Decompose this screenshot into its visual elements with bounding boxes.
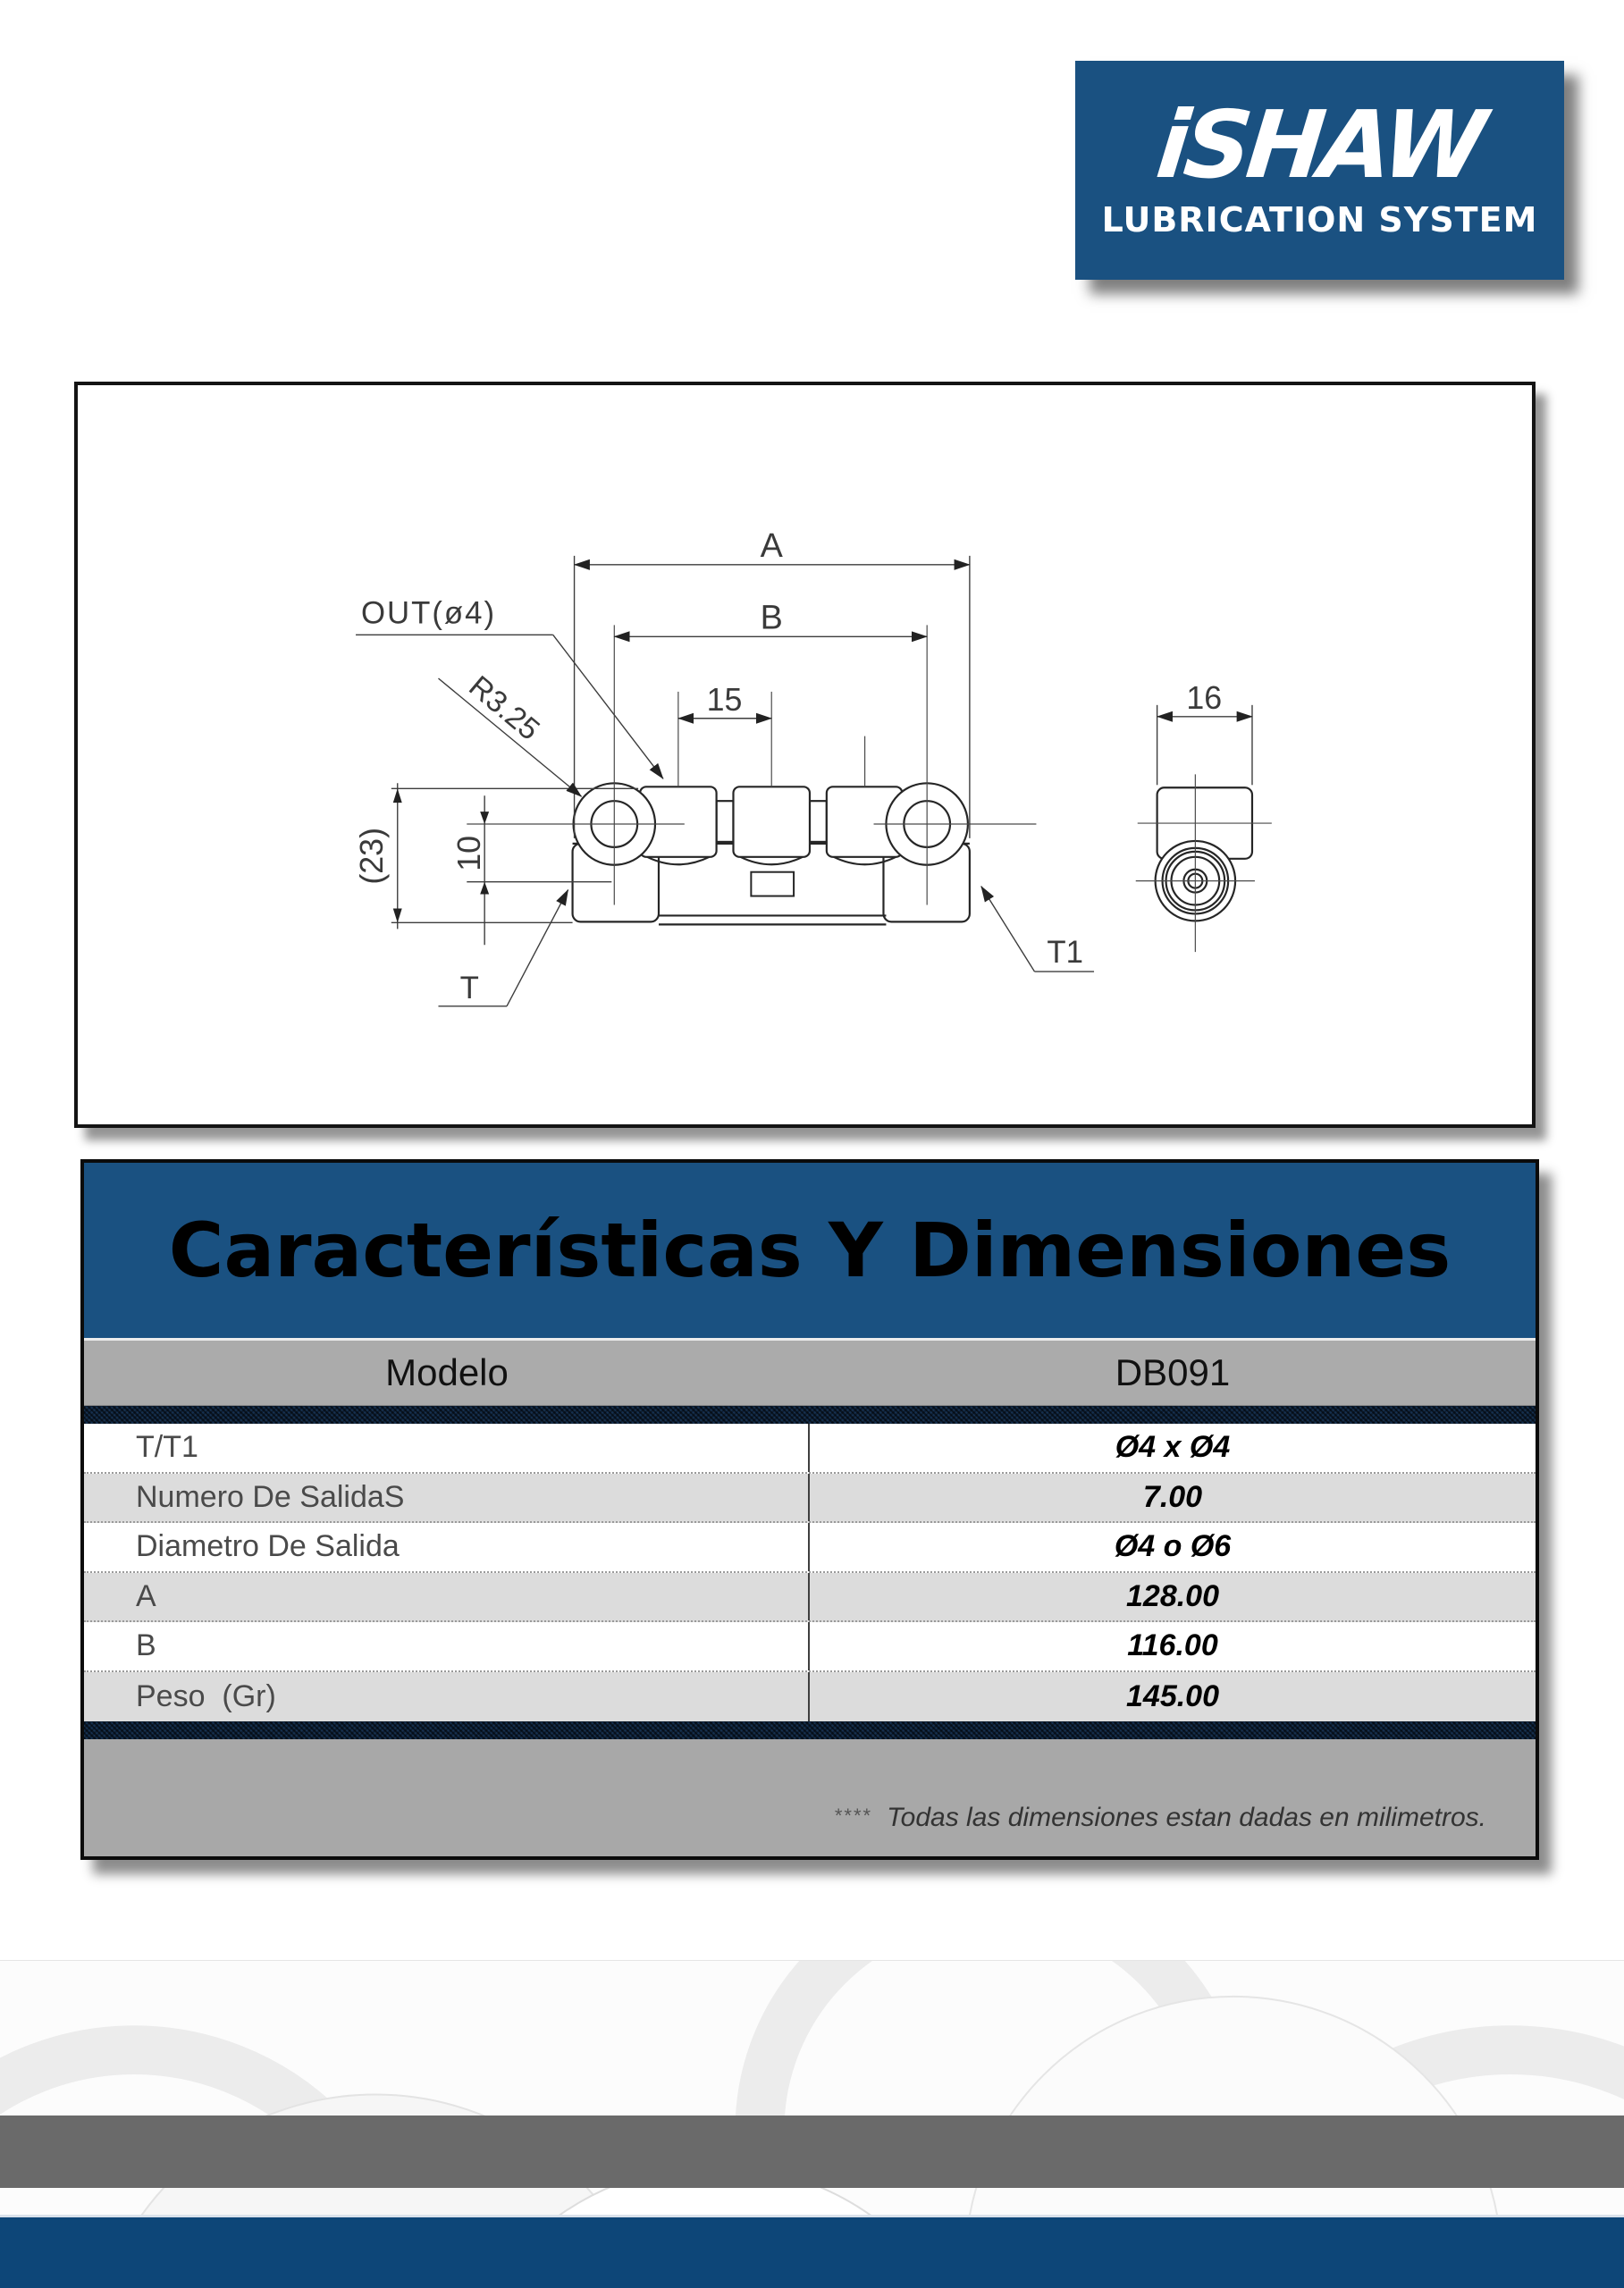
row-value: Ø4 x Ø4 [1115, 1430, 1231, 1465]
footnote-text: Todas las dimensiones estan dadas en milimetros. [887, 1803, 1486, 1832]
dim-15-label: 15 [706, 681, 743, 718]
row-label: A [84, 1573, 810, 1621]
technical-drawing [78, 385, 1532, 1124]
blue-footer-band [0, 2215, 1624, 2288]
out-diameter-label: OUT(ø4) [361, 596, 497, 631]
table-row [84, 1474, 1536, 1524]
table-row [84, 1523, 1536, 1573]
separator-bar-bottom [84, 1721, 1536, 1739]
t1-port-label: T1 [1047, 936, 1083, 971]
row-value: 128.00 [1126, 1578, 1219, 1613]
model-label: Modelo [385, 1351, 509, 1393]
model-header-row [84, 1338, 1536, 1406]
spec-footer [84, 1739, 1536, 1856]
row-value: Ø4 o Ø6 [1114, 1529, 1232, 1564]
brand-logo [1075, 61, 1564, 280]
model-value: DB091 [1115, 1351, 1231, 1393]
spec-table-panel [80, 1159, 1539, 1860]
row-value: 116.00 [1127, 1628, 1218, 1663]
brand-subtitle: LUBRICATION SYSTEM [1101, 199, 1538, 240]
spec-title-bar [84, 1163, 1536, 1338]
separator-bar-top [84, 1406, 1536, 1424]
table-row [84, 1622, 1536, 1672]
row-label: Peso (Gr) [84, 1672, 810, 1722]
row-value: 7.00 [1142, 1479, 1203, 1514]
dim-16-label: 16 [1186, 679, 1223, 716]
dim-23-label: (23) [353, 828, 390, 885]
footnote-marker: **** [834, 1804, 873, 1827]
grey-footer-band [0, 2116, 1624, 2188]
table-row [84, 1672, 1536, 1722]
dim-10-label: 10 [451, 835, 488, 871]
outlet-blocks [640, 786, 902, 864]
row-label: Numero De SalidaS [84, 1474, 810, 1522]
table-row [84, 1424, 1536, 1474]
row-label: Diametro De Salida [84, 1523, 810, 1571]
row-label: T/T1 [84, 1424, 810, 1472]
spec-rows [84, 1424, 1536, 1721]
dim-a-label: A [760, 526, 783, 565]
row-label: B [84, 1622, 810, 1670]
brand-wordmark: iSHAW [1152, 90, 1488, 200]
table-row [84, 1573, 1536, 1623]
technical-drawing-panel [74, 382, 1536, 1128]
row-value: 145.00 [1126, 1678, 1219, 1713]
center-port [751, 872, 794, 896]
side-view [1156, 787, 1252, 921]
radius-label: R3.25 [462, 669, 546, 747]
t-port-label: T [459, 971, 479, 1005]
spec-title: Características Y Dimensiones [168, 1207, 1452, 1294]
dim-b-label: B [760, 599, 783, 637]
